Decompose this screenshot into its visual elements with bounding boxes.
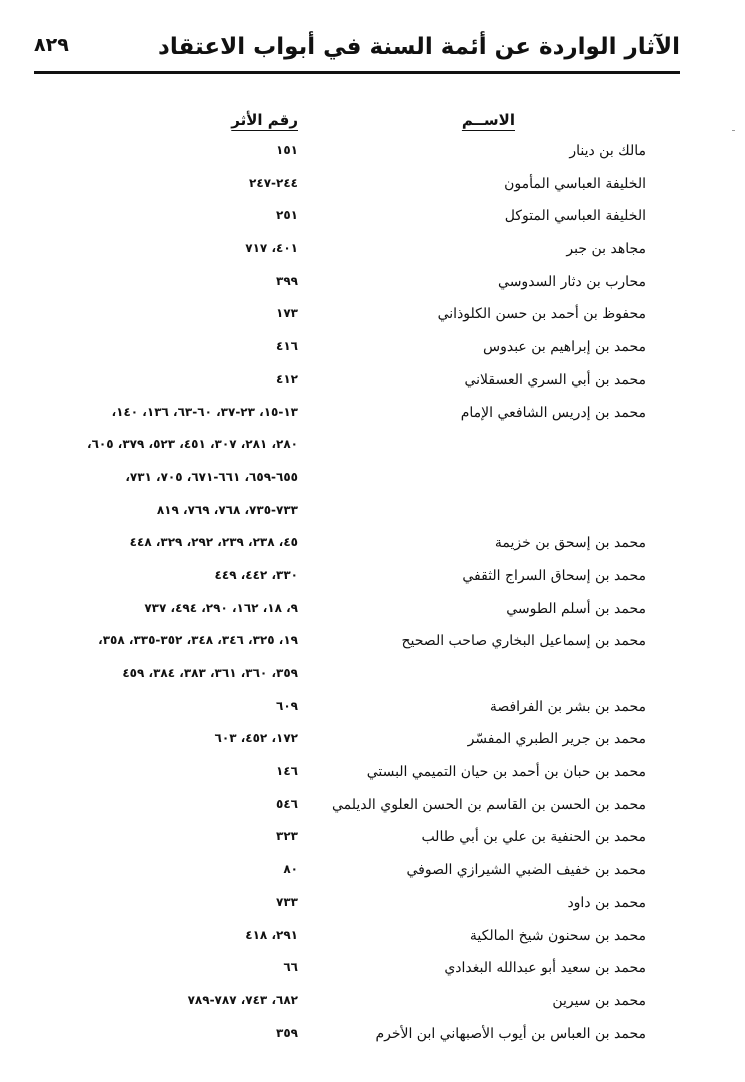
index-row [0,630,745,663]
entry-ref-numbers: ٦٥٥-٦٥٩، ٦٦١-٦٧١، ٧٠٥، ٧٣١، [125,469,298,484]
entry-name: محمد بن سعيد أبو عبدالله البغدادي [444,960,646,977]
entry-ref-numbers: ٢٥١ [276,208,298,223]
column-header-ref-number: رقم الأثر [231,111,298,129]
index-row [0,369,745,402]
entry-name: مجاهد بن جبر [566,241,646,258]
index-row [0,565,745,598]
entry-name: محمد بن العباس بن أيوب الأصبهاني ابن الأخرم [375,1025,646,1042]
entry-ref-numbers: ١٧٢، ٤٥٢، ٦٠٣ [214,731,298,746]
entry-ref-numbers: ٧٣٣ [276,894,298,909]
index-row [0,925,745,958]
index-row [0,532,745,565]
entry-name: محمد بن داود [567,894,646,911]
running-header [34,30,680,74]
index-row [0,303,745,336]
index-row [0,990,745,1023]
entry-ref-numbers: ١٤٦ [276,764,298,779]
index-row [0,238,745,271]
index-row [0,663,745,696]
entry-ref-numbers: ١٧٣ [276,306,298,321]
entry-ref-numbers: ٣٥٩، ٣٦٠، ٣٦١، ٣٨٣، ٣٨٤، ٤٥٩ [122,666,298,680]
entry-ref-numbers: ٤١٦ [276,339,298,354]
entry-ref-numbers: ٤٥، ٢٣٨، ٢٣٩، ٢٩٢، ٣٢٩، ٤٤٨ [129,535,298,550]
entry-name: محمد بن إبراهيم بن عبدوس [483,339,646,356]
index-row [0,1023,745,1056]
index-row [0,402,745,435]
entry-ref-numbers: ٦٠٩ [276,698,298,713]
index-row [0,696,745,729]
index-row [0,892,745,925]
entry-ref-numbers: ٦٨٢، ٧٤٣، ٧٨٧-٧٨٩ [187,992,298,1007]
entry-name: محمد بن سحنون شيخ المالكية [469,927,646,944]
index-row [0,467,745,500]
entry-name: محمد بن حبان بن أحمد بن حيان التميمي البستي [366,764,646,781]
entry-ref-numbers: ٨٠ [283,862,298,877]
entry-name: مالك بن دينار [569,143,646,159]
column-header-name: الاســم [461,111,515,129]
entry-name: محمد بن جرير الطبري المفسّر [467,731,646,748]
book-title: الآثار الواردة عن أئمة السنة في أبواب الاعتقاد [158,34,680,60]
entry-ref-numbers: ٧٣٣-٧٣٥، ٧٦٨، ٧٦٩، ٨١٩ [156,502,298,517]
entry-name: محمد بن إسحاق السراج الثقفي [462,567,646,584]
index-row [0,859,745,892]
index-row [0,500,745,533]
entry-ref-numbers: ٣٣٠، ٤٤٢، ٤٤٩ [214,567,298,582]
index-row [0,140,745,173]
index-row [0,728,745,761]
entry-name: الخليفة العباسي المتوكل [504,208,646,225]
entry-ref-numbers: ٣٥٩ [276,1025,298,1040]
entry-ref-numbers: ١٣-١٥، ٢٣-٣٧، ٦٠-٦٣، ١٣٦، ١٤٠، [111,404,298,419]
entry-name: الخليفة العباسي المأمون [504,175,646,192]
entry-name: محمد بن بشر بن الفرافصة [489,698,646,715]
index-row [0,434,745,467]
index-row [0,794,745,827]
index-row [0,173,745,206]
index-row [0,957,745,990]
entry-ref-numbers: ٢٨٠، ٢٨١، ٣٠٧، ٤٥١، ٥٢٣، ٣٧٩، ٦٠٥، [87,437,298,452]
entry-name: محمد بن الحسن بن القاسم بن الحسن العلوي الديلمي [331,796,646,813]
entry-name: محارب بن دثار السدوسي [498,273,646,290]
page-number: ٨٢٩ [34,34,69,56]
entry-name: محمد بن الحنفية بن علي بن أبي طالب [421,829,646,846]
index-row [0,205,745,238]
entry-name: محمد بن أبي السري العسقلاني [464,371,646,388]
index-row [0,761,745,794]
entry-name: محمد بن إسماعيل البخاري صاحب الصحيح [401,633,646,650]
entry-ref-numbers: ١٩، ٣٢٥، ٣٤٦، ٣٤٨، ٣٥٢-٣٣٥، ٣٥٨، [98,633,298,648]
entry-name: محمد بن إدريس الشافعي الإمام [460,404,646,421]
entry-name: محفوظ بن أحمد بن حسن الكلوذاني [437,306,646,323]
index-row [0,826,745,859]
entry-ref-numbers: ٣٩٩ [276,273,298,288]
entry-name: محمد بن أسلم الطوسي [506,600,646,617]
index-entries [0,140,745,1055]
entry-ref-numbers: ٣٢٣ [276,829,298,844]
entry-name: محمد بن خفيف الضبي الشيرازي الصوفي [406,862,646,879]
entry-name: محمد بن إسحق بن خزيمة [494,535,646,552]
entry-ref-numbers: ١٥١ [276,143,298,157]
entry-ref-numbers: ٦٦ [283,960,298,975]
index-row [0,271,745,304]
entry-ref-numbers: ٩، ١٨، ١٦٢، ٢٩٠، ٤٩٤، ٧٣٧ [144,600,298,615]
entry-ref-numbers: ٤١٢ [276,371,298,386]
entry-ref-numbers: ٤٠١، ٧١٧ [245,241,298,256]
entry-ref-numbers: ٢٩١، ٤١٨ [245,927,298,942]
entry-ref-numbers: ٢٤٤-٢٤٧ [249,175,298,190]
entry-name: محمد بن سيرين [552,992,646,1009]
margin-mark [732,130,735,131]
index-row [0,598,745,631]
entry-ref-numbers: ٥٤٦ [276,796,298,811]
index-row [0,336,745,369]
header-rule [34,71,680,74]
